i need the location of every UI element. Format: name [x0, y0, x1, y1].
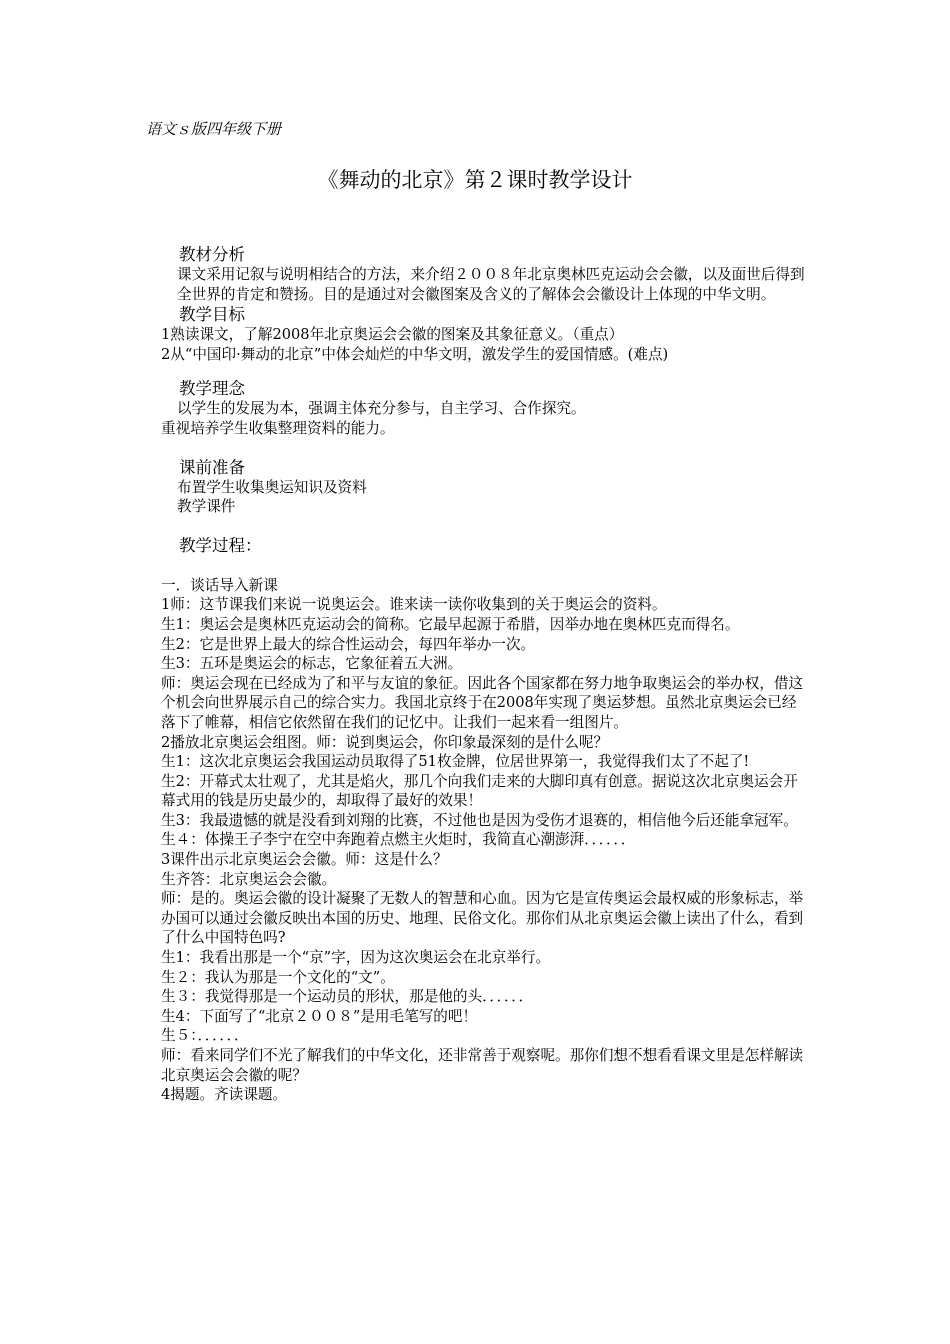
header-note: 语文ｓ版四年级下册 — [146, 120, 282, 138]
process-line: 生４：体操王子李宁在空中奔跑着点燃主火炬时，我简直心潮澎湃．．．．．． — [161, 831, 636, 849]
process-line: 4揭题。齐读课题。 — [161, 1086, 288, 1104]
process-line: 师：奥运会现在已经成为了和平与友谊的象征。因此各个国家都在努力地争取奥运会的举办权，借这个机会向世界展示自己的综合实力。我国北京终于在2008年实现了奥运梦想。虽然北京奥运会已经落下了帷幕，相信它依然留在我们的记忆中。让我们一起来看一组图片。 — [161, 674, 804, 731]
process-line: 师：看来同学们不光了解我们的中华文化，还非常善于观察呢。那你们想不想看看课文里是怎样解读北京奥运会会徽的呢？ — [161, 1047, 804, 1084]
prep-line: 布置学生收集奥运知识及资料 — [177, 478, 367, 496]
process-line: 生２：我认为那是一个文化的“文”。 — [161, 968, 395, 986]
process-line: 一．谈话导入新课 — [161, 576, 278, 594]
process-line: 生齐答：北京奥运会会徽。 — [161, 870, 337, 888]
process-line: 生1：我看出那是一个“京”字，因为这次奥运会在北京举行。 — [161, 949, 551, 967]
goal-item: 2从“中国印·舞动的北京”中体会灿烂的中华文明，激发学生的爱国情感。(难点) — [161, 345, 669, 363]
section-heading-goals: 教学目标 — [179, 305, 245, 325]
process-line: 生4：下面写了“北京２００８”是用毛笔写的吧！ — [161, 1007, 478, 1025]
section-heading-prep: 课前准备 — [179, 457, 245, 477]
section-heading-analysis: 教材分析 — [179, 245, 245, 264]
analysis-paragraph: 课文采用记叙与说明相结合的方法，来介绍２００８年北京奥林匹克运动会会徽，以及面世后得到全世界的肯定和赞扬。目的是通过对会徽图案及含义的了解体会会徽设计上体现的中华文明。 — [177, 266, 805, 303]
process-line: 师：是的。奥运会徽的设计凝聚了无数人的智慧和心血。因为它是宣传奥运会最权威的形象标志，举办国可以通过会徽反映出本国的历史、地理、民俗文化。那你们从北京奥运会徽上读出了什么，看到了什么中国特色吗? — [161, 890, 804, 947]
process-line: 生３：我觉得那是一个运动员的形状，那是他的头．．．．．． — [161, 988, 534, 1006]
process-line: 生3：我最遗憾的就是没看到刘翔的比赛，不过他也是因为受伤才退赛的，相信他今后还能拿冠军。 — [161, 811, 798, 829]
section-heading-concept: 教学理念 — [179, 379, 245, 399]
process-line: 生2：它是世界上最大的综合性运动会，每四年举办一次。 — [161, 635, 536, 653]
process-line: 生3：五环是奥运会的标志，它象征着五大洲。 — [161, 655, 463, 673]
document-title: 《舞动的北京》第２课时教学设计 — [317, 168, 633, 192]
process-line: 生1：这次北京奥运会我国运动员取得了51枚金牌，位居世界第一，我觉得我们太了不起了! — [161, 753, 750, 771]
process-line: 2播放北京奥运会组图。师：说到奥运会，你印象最深刻的是什么呢？ — [161, 733, 609, 751]
process-line: 3课件出示北京奥运会会徽。师：这是什么？ — [161, 851, 448, 869]
process-line: 生５：．．．．．． — [161, 1027, 249, 1045]
section-heading-process: 教学过程： — [179, 535, 262, 555]
concept-line: 以学生的发展为本，强调主体充分参与，自主学习、合作探究。 — [177, 400, 586, 418]
process-line: 1师：这节课我们来说一说奥运会。谁来读一读你收集到的关于奥运会的资料。 — [161, 596, 667, 614]
process-line: 生1：奥运会是奥林匹克运动会的简称。它最早起源于希腊，因举办地在奥林匹克而得名。 — [161, 615, 740, 633]
goal-item: 1熟读课文，了解2008年北京奥运会会徽的图案及其象征意义。（重点） — [161, 326, 624, 344]
concept-line: 重视培养学生收集整理资料的能力。 — [161, 419, 395, 437]
document-body — [161, 244, 811, 1105]
prep-line: 教学课件 — [177, 498, 236, 516]
process-line: 生2：开幕式太壮观了，尤其是焰火，那几个向我们走来的大脚印真有创意。据说这次北京奥运会开幕式用的钱是历史最少的，却取得了最好的效果！ — [161, 772, 798, 810]
